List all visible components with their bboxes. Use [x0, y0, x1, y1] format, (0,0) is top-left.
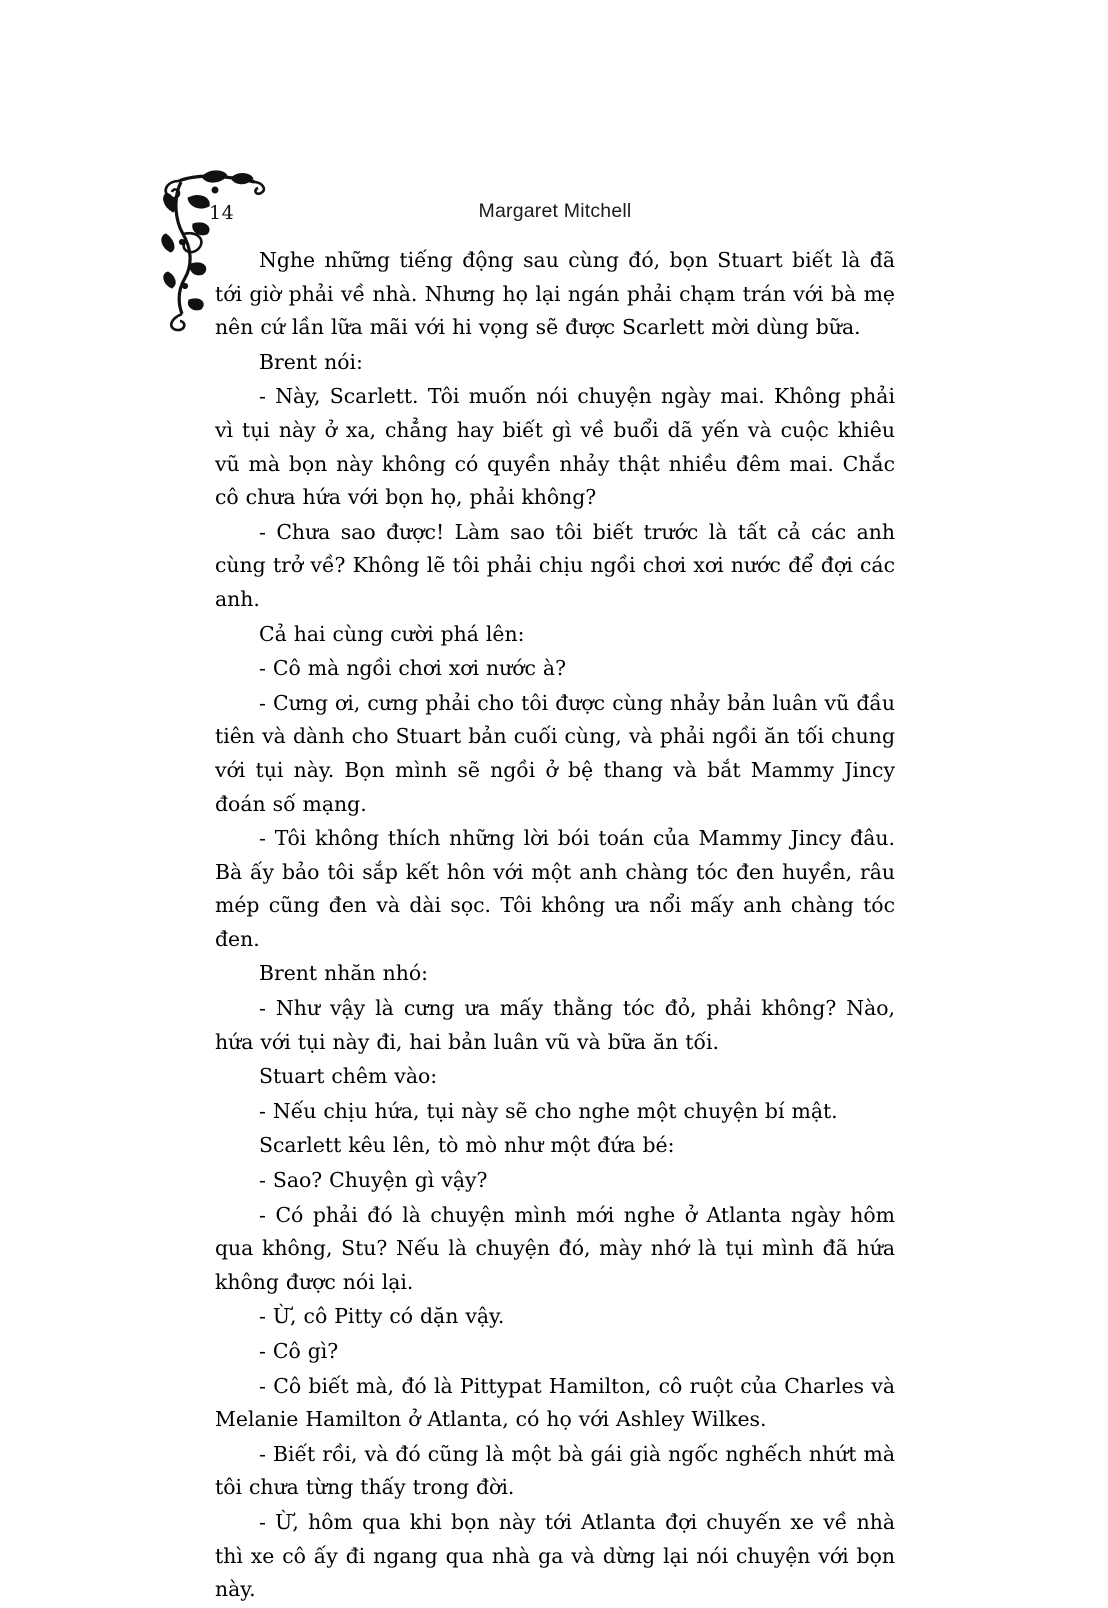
paragraph: Brent nói: — [259, 349, 363, 374]
paragraph: - Cô gì? — [259, 1339, 339, 1363]
body-text — [215, 244, 895, 1607]
page-number: 14 — [209, 202, 235, 224]
running-head: Margaret Mitchell — [478, 200, 632, 222]
paragraph: - Cô biết mà, đó là Pittypat Hamilton, cô ruột của Charles và Melanie Hamilton ở Atlanta, có họ với Ashley Wilkes. — [215, 1373, 895, 1432]
paragraph: - Này, Scarlett. Tôi muốn nói chuyện ngày mai. Không phải vì tụi này ở xa, chẳng hay biết gì về buổi dã yến và cuộc khiêu vũ mà bọn này không có quyền nhảy thật nhiều đêm mai. Chắc cô chưa hứa với bọn họ, phải không? — [215, 384, 895, 510]
paragraph: - Cưng ơi, cưng phải cho tôi được cùng nhảy bản luân vũ đầu tiên và dành cho Stuart bản cuối cùng, và phải ngồi ăn tối chung với tụi này. Bọn mình sẽ ngồi ở bệ thang và bắt Mammy Jincy đoán số mạng. — [215, 690, 895, 816]
paragraph: Brent nhăn nhó: — [259, 961, 429, 986]
paragraph: Stuart chêm vào: — [259, 1064, 438, 1089]
paragraph: - Tôi không thích những lời bói toán của Mammy Jincy đâu. Bà ấy bảo tôi sắp kết hôn với một anh chàng tóc đen huyền, râu mép cũng đen và dài sọc. Tôi không ưa nổi mấy anh chàng tóc đen. — [215, 826, 895, 951]
paragraph: - Nếu chịu hứa, tụi này sẽ cho nghe một chuyện bí mật. — [259, 1098, 838, 1123]
paragraph: - Biết rồi, và đó cũng là một bà gái già ngốc nghếch nhứt mà tôi chưa từng thấy trong đời. — [215, 1441, 895, 1500]
paragraph: - Sao? Chuyện gì vậy? — [259, 1168, 488, 1193]
page-content — [209, 190, 895, 1608]
paragraph: Scarlett kêu lên, tò mò như một đứa bé: — [259, 1133, 675, 1158]
paragraph: - Cô mà ngồi chơi xơi nước à? — [259, 656, 567, 681]
paragraph: - Ừ, cô Pitty có dặn vậy. — [259, 1304, 505, 1329]
paragraph: - Như vậy là cưng ưa mấy thằng tóc đỏ, phải không? Nào, hứa với tụi này đi, hai bản luân vũ và bữa ăn tối. — [215, 996, 895, 1054]
paragraph: - Chưa sao được! Làm sao tôi biết trước là tất cả các anh cùng trở về? Không lẽ tôi phải chịu ngồi chơi xơi nước để đợi các anh. — [215, 519, 895, 611]
paragraph: Nghe những tiếng động sau cùng đó, bọn Stuart biết là đã tới giờ phải về nhà. Nhưng họ lại ngán phải chạm trán với bà mẹ nên cứ lần lữa mãi với hi vọng sẽ được Scarlett mời dùng bữa. — [215, 248, 895, 340]
paragraph: - Có phải đó là chuyện mình mới nghe ở Atlanta ngày hôm qua không, Stu? Nếu là chuyện đó, mày nhớ là tụi mình đã hứa không được nói lại. — [215, 1202, 895, 1294]
page-header — [209, 190, 895, 232]
paragraph: Cả hai cùng cười phá lên: — [259, 621, 525, 646]
paragraph: - Ừ, hôm qua khi bọn này tới Atlanta đợi chuyến xe về nhà thì xe cô ấy đi ngang qua nhà ga và dừng lại nói chuyện với bọn này. — [215, 1509, 895, 1602]
